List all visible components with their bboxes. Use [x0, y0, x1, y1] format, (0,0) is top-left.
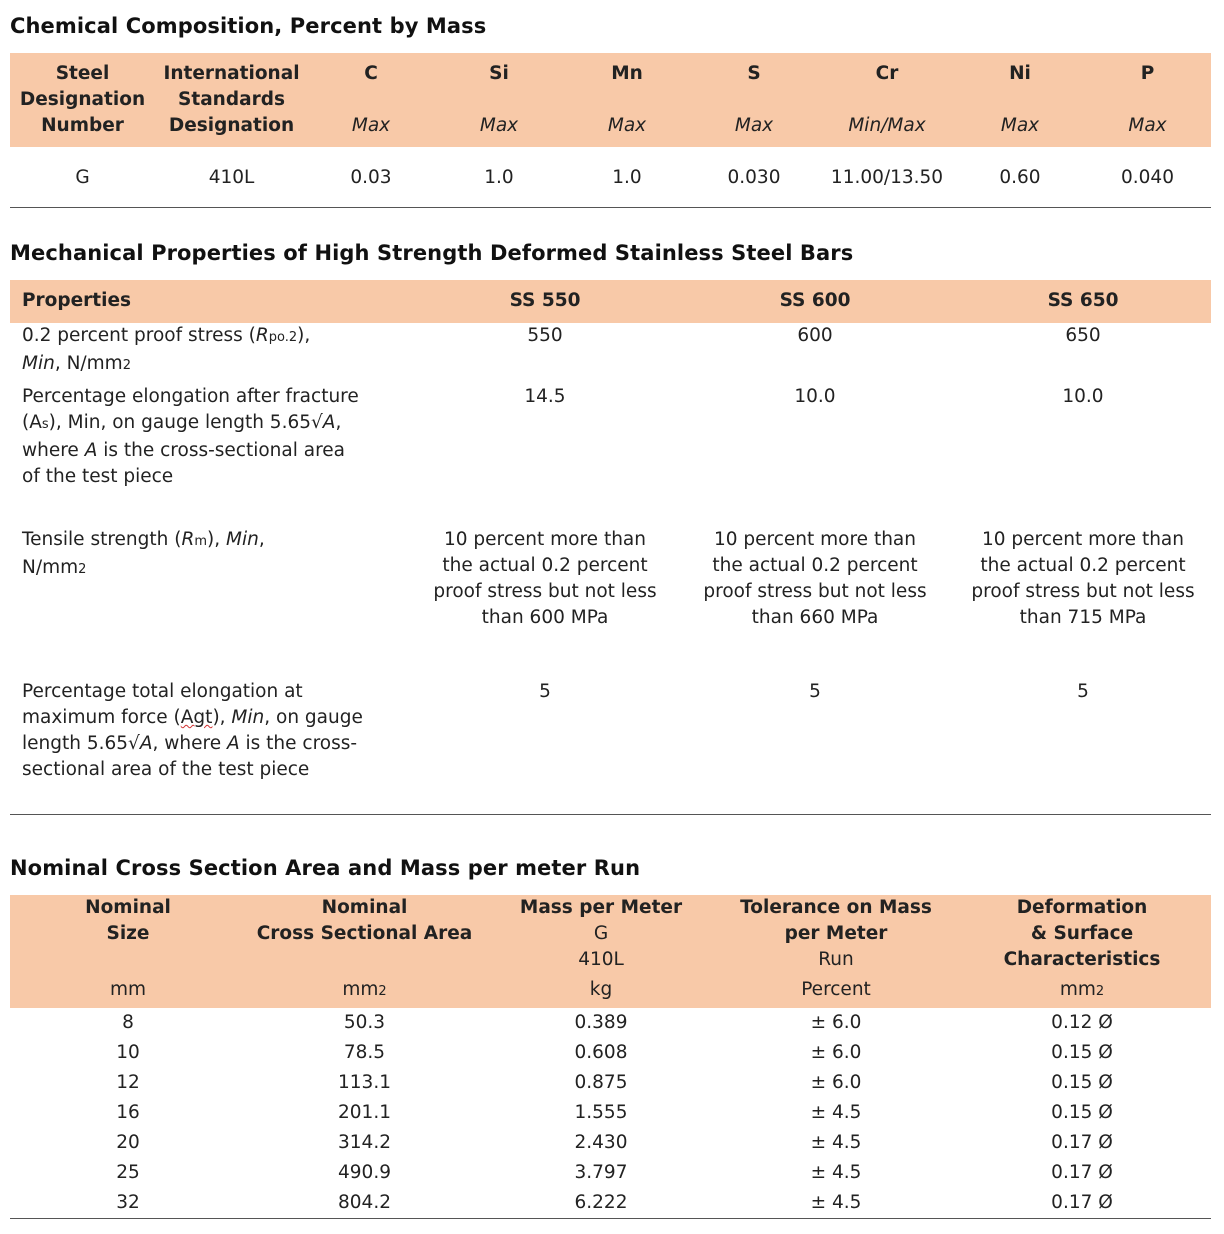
value-elong-ss600: 10.0 [794, 386, 836, 407]
cell-area: 490.9 [338, 1162, 391, 1183]
col-properties: Properties [22, 290, 132, 311]
cell-tolerance: ± 4.5 [810, 1192, 862, 1213]
value-tensile-ss650: 10 percent more than the actual 0.2 percent proof stress but not less than 715 MPa [971, 529, 1195, 628]
cell-area: 113.1 [338, 1072, 391, 1093]
chem-data-row [10, 147, 1211, 208]
col-international-standards: International Standards Designation [163, 63, 300, 136]
cell-mass: 0.389 [574, 1012, 628, 1033]
value-tensile-ss550: 10 percent more than the actual 0.2 percent proof stress but not less than 600 MPa [433, 529, 657, 628]
cell-mass: 6.222 [574, 1192, 628, 1213]
cell-tolerance: ± 6.0 [810, 1012, 862, 1033]
label-tensile-strength: Tensile strength (Rm), Min, N/mm2 [22, 529, 265, 578]
mechanical-properties-title: Mechanical Properties of High Strength Deformed Stainless Steel Bars [10, 241, 854, 265]
cell-cr: 11.00/13.50 [830, 167, 944, 188]
label-total-elongation: Percentage total elongation at maximum force (Agt), Min, on gauge length 5.65√A, where A is the cross-sectional area of the test piece [22, 681, 363, 780]
mechanical-properties-table [10, 280, 1211, 815]
unit-mass: kg [589, 979, 613, 1000]
cell-size: 10 [116, 1042, 140, 1063]
cell-p: 0.040 [1121, 167, 1174, 188]
cell-tolerance: ± 4.5 [810, 1102, 862, 1123]
col-tolerance: Tolerance on Mass per Meter Run [740, 897, 932, 970]
value-proof-ss600: 600 [797, 325, 833, 346]
chem-header-row [10, 53, 1211, 147]
cell-size: 32 [116, 1192, 140, 1213]
value-proof-ss650: 650 [1065, 325, 1101, 346]
cell-steel: G [75, 167, 90, 188]
col-ni: Ni Max [1000, 63, 1040, 136]
cell-intl: 410L [208, 167, 255, 188]
cell-area: 804.2 [338, 1192, 391, 1213]
cell-size: 8 [122, 1012, 134, 1033]
cell-area: 78.5 [343, 1042, 386, 1063]
label-elongation: Percentage elongation after fracture (As), Min, on gauge length 5.65√A, where A is the cross-sectional area of the test piece [22, 386, 359, 487]
col-s: S Max [734, 63, 774, 136]
cell-mass: 3.797 [574, 1162, 628, 1183]
value-total-ss600: 5 [809, 681, 821, 702]
cell-mass: 1.555 [574, 1102, 628, 1123]
cell-tolerance: ± 4.5 [810, 1132, 862, 1153]
unit-area: mm2 [342, 979, 387, 1000]
chemical-composition-table [10, 53, 1211, 208]
cell-si: 1.0 [484, 167, 514, 188]
cell-deformation: 0.15 Ø [1051, 1042, 1113, 1063]
value-elong-ss650: 10.0 [1062, 386, 1104, 407]
value-proof-ss550: 550 [527, 325, 563, 346]
cell-ni: 0.60 [999, 167, 1041, 188]
nominal-cross-section-title: Nominal Cross Section Area and Mass per meter Run [10, 856, 641, 880]
row-tensile-strength [10, 527, 1211, 679]
label-proof-stress: 0.2 percent proof stress (Rpo.2), Min, N/mm2 [22, 325, 311, 374]
col-nominal-size: Nominal Size [85, 897, 171, 944]
table-row [10, 1128, 1211, 1158]
col-mass-per-meter: Mass per Meter G 410L [519, 897, 683, 970]
col-ss650: SS 650 [1047, 290, 1119, 311]
col-mn: Mn Max [607, 63, 647, 136]
cell-area: 201.1 [338, 1102, 391, 1123]
nominal-header-row [10, 895, 1211, 973]
col-ss550: SS 550 [509, 290, 581, 311]
unit-tolerance: Percent [801, 979, 871, 1000]
table-row [10, 1038, 1211, 1068]
row-total-elongation [10, 679, 1211, 814]
cell-tolerance: ± 6.0 [810, 1072, 862, 1093]
cell-deformation: 0.17 Ø [1051, 1162, 1113, 1183]
col-deformation: Deformation & Surface Characteristics [1003, 897, 1161, 970]
row-proof-stress [10, 323, 1211, 384]
mech-header-row [10, 280, 1211, 323]
cell-size: 25 [116, 1162, 140, 1183]
unit-deformation: mm2 [1059, 979, 1105, 1000]
value-tensile-ss600: 10 percent more than the actual 0.2 percent proof stress but not less than 660 MPa [703, 529, 927, 628]
cell-c: 0.03 [350, 167, 392, 188]
table-row [10, 1188, 1211, 1219]
cell-mass: 0.875 [574, 1072, 628, 1093]
table-row [10, 1158, 1211, 1188]
cell-size: 16 [116, 1102, 140, 1123]
col-p: P Max [1128, 63, 1167, 136]
cell-deformation: 0.17 Ø [1051, 1132, 1113, 1153]
col-cross-sectional-area: Nominal Cross Sectional Area [256, 897, 473, 944]
cell-deformation: 0.17 Ø [1051, 1192, 1113, 1213]
cell-deformation: 0.12 Ø [1051, 1012, 1113, 1033]
cell-area: 50.3 [343, 1012, 386, 1033]
cell-mass: 2.430 [574, 1132, 628, 1153]
col-cr: Cr Min/Max [848, 63, 926, 136]
table-row [10, 1008, 1211, 1038]
table-row [10, 1068, 1211, 1098]
nominal-cross-section-table [10, 895, 1211, 1219]
col-si: Si Max [479, 63, 519, 136]
unit-size: mm [109, 979, 147, 1000]
col-c: C Max [351, 63, 391, 136]
row-elongation [10, 384, 1211, 527]
value-total-ss550: 5 [539, 681, 551, 702]
cell-deformation: 0.15 Ø [1051, 1102, 1113, 1123]
cell-s: 0.030 [727, 167, 781, 188]
table-row [10, 1098, 1211, 1128]
nominal-units-row [10, 973, 1211, 1008]
cell-mass: 0.608 [574, 1042, 628, 1063]
cell-tolerance: ± 4.5 [810, 1162, 862, 1183]
cell-mn: 1.0 [612, 167, 642, 188]
cell-deformation: 0.15 Ø [1051, 1072, 1113, 1093]
cell-tolerance: ± 6.0 [810, 1042, 862, 1063]
cell-area: 314.2 [338, 1132, 391, 1153]
value-elong-ss550: 14.5 [524, 386, 566, 407]
cell-size: 12 [116, 1072, 140, 1093]
col-ss600: SS 600 [779, 290, 851, 311]
cell-size: 20 [116, 1132, 140, 1153]
chemical-composition-title: Chemical Composition, Percent by Mass [10, 14, 487, 38]
value-total-ss650: 5 [1077, 681, 1089, 702]
col-steel-designation: Steel Designation Number [19, 63, 146, 136]
